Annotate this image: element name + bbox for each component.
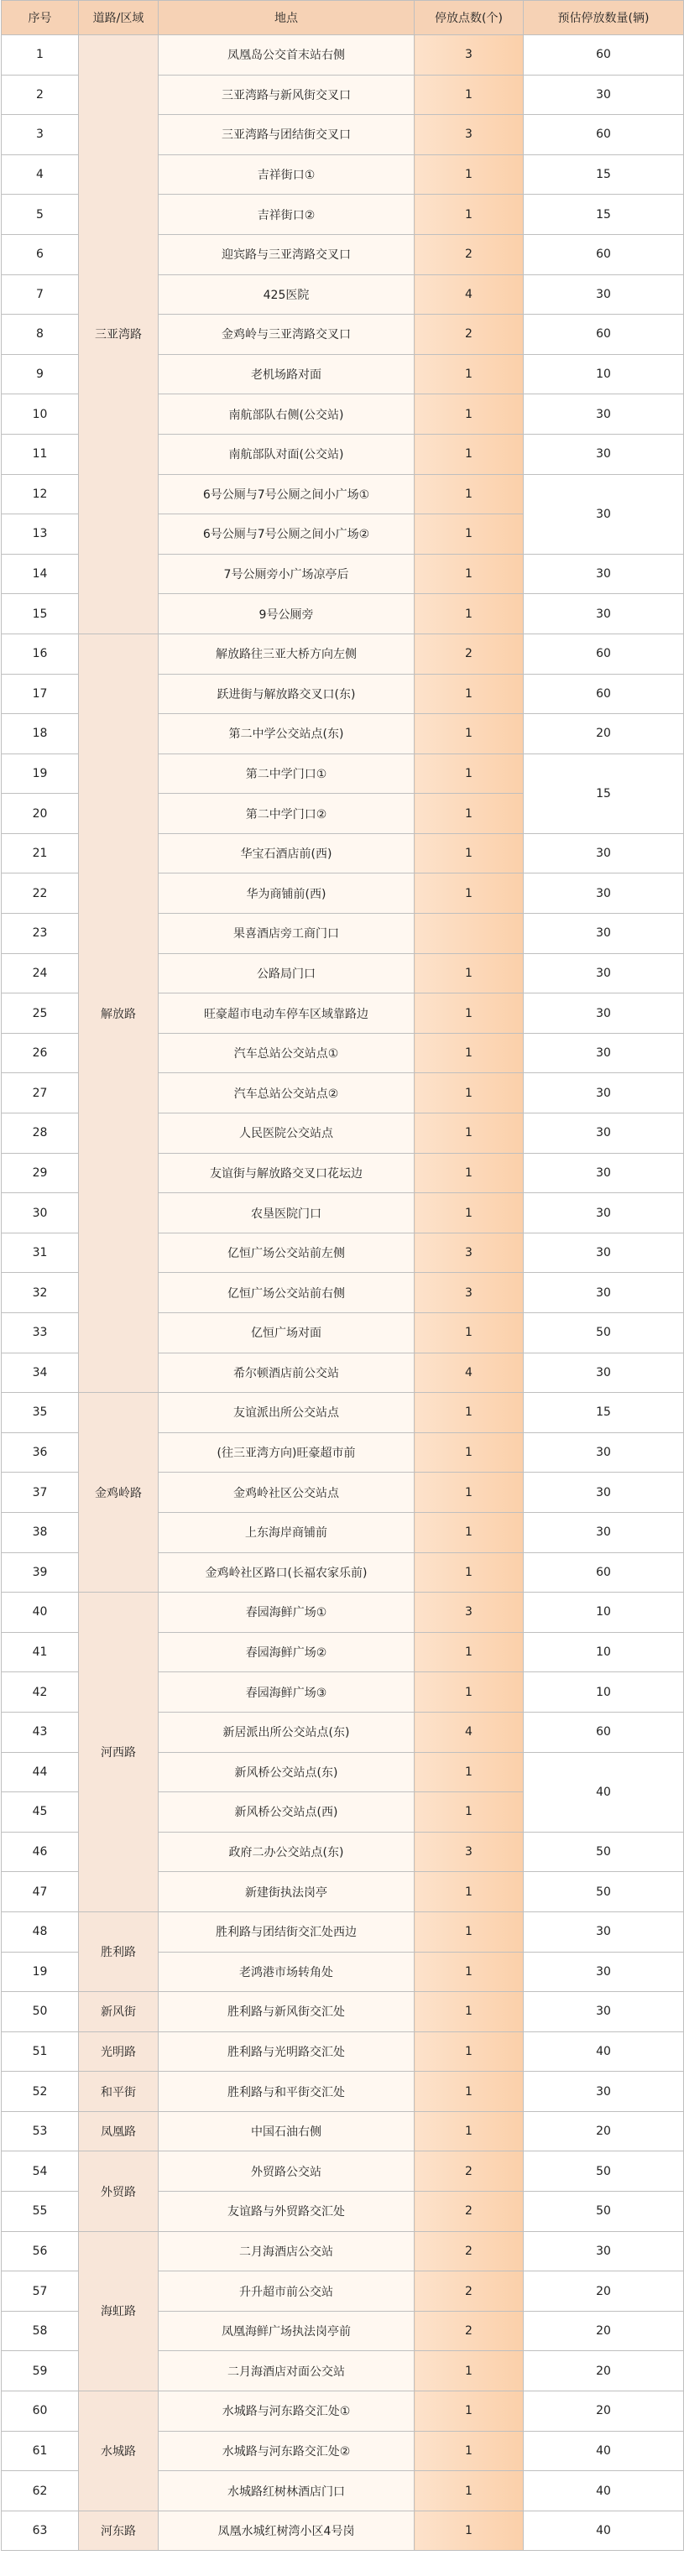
row-index: 51 [2, 2031, 79, 2072]
location-cell: 新居派出所公交站点(东) [159, 1712, 415, 1752]
location-cell: 9号公厕旁 [159, 594, 415, 634]
location-cell: 425医院 [159, 274, 415, 315]
table-row [2, 35, 684, 76]
capacity-cell: 50 [524, 1872, 684, 1912]
count-cell: 1 [415, 354, 524, 394]
location-cell: 春园海鲜广场③ [159, 1672, 415, 1713]
capacity-cell: 30 [524, 1473, 684, 1513]
count-cell: 1 [415, 1672, 524, 1713]
location-cell: 二月海酒店对面公交站 [159, 2351, 415, 2391]
location-cell: 第二中学公交站点(东) [159, 714, 415, 754]
capacity-cell: 20 [524, 2271, 684, 2312]
capacity-cell: 20 [524, 2111, 684, 2151]
header-row [2, 1, 684, 35]
row-index: 57 [2, 2271, 79, 2312]
header-road: 道路/区域 [79, 1, 159, 35]
row-index: 16 [2, 634, 79, 674]
row-index: 9 [2, 354, 79, 394]
row-index: 2 [2, 75, 79, 115]
location-cell: 南航部队对面(公交站) [159, 434, 415, 474]
count-cell: 4 [415, 274, 524, 315]
capacity-cell: 30 [524, 1512, 684, 1552]
count-cell: 1 [415, 1992, 524, 2032]
count-cell: 1 [415, 833, 524, 873]
location-cell: 果喜酒店旁工商门口 [159, 914, 415, 954]
road-cell: 金鸡岭路 [79, 1393, 159, 1593]
capacity-cell: 60 [524, 1712, 684, 1752]
table-row [2, 1911, 684, 1952]
count-cell: 1 [415, 514, 524, 555]
capacity-cell: 40 [524, 1752, 684, 1832]
count-cell: 1 [415, 2111, 524, 2151]
row-index: 45 [2, 1792, 79, 1833]
capacity-cell: 20 [524, 2351, 684, 2391]
location-cell: 新建街执法岗亭 [159, 1872, 415, 1912]
count-cell: 1 [415, 1752, 524, 1792]
location-cell: 政府二办公交站点(东) [159, 1832, 415, 1872]
location-cell: 三亚湾路与新风街交叉口 [159, 75, 415, 115]
row-index: 23 [2, 914, 79, 954]
count-cell: 2 [415, 315, 524, 355]
table-row [2, 2072, 684, 2112]
location-cell: 凤凰岛公交首末站右侧 [159, 35, 415, 76]
capacity-cell: 30 [524, 1113, 684, 1154]
row-index: 48 [2, 1911, 79, 1952]
location-cell: 汽车总站公交站点① [159, 1033, 415, 1073]
count-cell: 1 [415, 1113, 524, 1154]
count-cell: 4 [415, 1712, 524, 1752]
road-cell: 解放路 [79, 634, 159, 1392]
capacity-cell: 30 [524, 394, 684, 435]
capacity-cell: 30 [524, 993, 684, 1034]
row-index: 47 [2, 1872, 79, 1912]
row-index: 11 [2, 434, 79, 474]
row-index: 36 [2, 1432, 79, 1473]
capacity-cell: 30 [524, 1193, 684, 1233]
count-cell: 3 [415, 1832, 524, 1872]
count-cell: 1 [415, 474, 524, 514]
capacity-cell: 30 [524, 554, 684, 594]
location-cell: 友谊路与外贸路交汇处 [159, 2192, 415, 2232]
count-cell: 1 [415, 754, 524, 794]
row-index: 21 [2, 833, 79, 873]
table-row [2, 1992, 684, 2032]
row-index: 6 [2, 234, 79, 274]
count-cell: 1 [415, 1193, 524, 1233]
capacity-cell: 30 [524, 594, 684, 634]
capacity-cell: 60 [524, 234, 684, 274]
road-cell: 光明路 [79, 2031, 159, 2072]
road-cell: 和平街 [79, 2072, 159, 2112]
road-cell: 三亚湾路 [79, 35, 159, 634]
row-index: 15 [2, 594, 79, 634]
location-cell: 解放路往三亚大桥方向左侧 [159, 634, 415, 674]
count-cell: 1 [415, 1393, 524, 1433]
row-index: 20 [2, 794, 79, 834]
table-row [2, 2111, 684, 2151]
location-cell: 水城路与河东路交汇处① [159, 2391, 415, 2432]
location-cell: 7号公厕旁小广场凉亭后 [159, 554, 415, 594]
count-cell: 1 [415, 2031, 524, 2072]
row-index: 17 [2, 674, 79, 714]
capacity-cell: 30 [524, 1273, 684, 1313]
row-index: 58 [2, 2311, 79, 2351]
location-cell: 南航部队右侧(公交站) [159, 394, 415, 435]
count-cell: 1 [415, 993, 524, 1034]
count-cell: 1 [415, 1313, 524, 1353]
capacity-cell: 30 [524, 2072, 684, 2112]
count-cell: 1 [415, 394, 524, 435]
row-index: 5 [2, 195, 79, 235]
row-index: 19 [2, 754, 79, 794]
row-index: 31 [2, 1233, 79, 1273]
capacity-cell: 30 [524, 1992, 684, 2032]
row-index: 26 [2, 1033, 79, 1073]
capacity-cell: 60 [524, 35, 684, 76]
count-cell: 1 [415, 2471, 524, 2511]
row-index: 28 [2, 1113, 79, 1154]
location-cell: 水城路与河东路交汇处② [159, 2431, 415, 2471]
row-index: 44 [2, 1752, 79, 1792]
table-row [2, 2391, 684, 2432]
location-cell: 胜利路与和平街交汇处 [159, 2072, 415, 2112]
capacity-cell: 40 [524, 2471, 684, 2511]
row-index: 50 [2, 1992, 79, 2032]
row-index: 46 [2, 1832, 79, 1872]
location-cell: 吉祥街口① [159, 154, 415, 195]
capacity-cell: 10 [524, 354, 684, 394]
row-index: 38 [2, 1512, 79, 1552]
location-cell: 吉祥街口② [159, 195, 415, 235]
capacity-cell: 30 [524, 1952, 684, 1992]
capacity-cell: 30 [524, 1033, 684, 1073]
row-index: 54 [2, 2151, 79, 2192]
capacity-cell: 30 [524, 1911, 684, 1952]
row-index: 61 [2, 2431, 79, 2471]
location-cell: 跃进街与解放路交叉口(东) [159, 674, 415, 714]
location-cell: 公路局门口 [159, 953, 415, 993]
row-index: 30 [2, 1193, 79, 1233]
capacity-cell: 30 [524, 833, 684, 873]
row-index: 3 [2, 115, 79, 155]
row-index: 7 [2, 274, 79, 315]
count-cell: 1 [415, 154, 524, 195]
count-cell: 1 [415, 1073, 524, 1113]
location-cell: 胜利路与光明路交汇处 [159, 2031, 415, 2072]
row-index: 40 [2, 1593, 79, 1633]
location-cell: 新风桥公交站点(东) [159, 1752, 415, 1792]
count-cell: 1 [415, 2072, 524, 2112]
row-index: 60 [2, 2391, 79, 2432]
count-cell: 1 [415, 2351, 524, 2391]
row-index: 43 [2, 1712, 79, 1752]
row-index: 34 [2, 1353, 79, 1393]
road-cell: 外贸路 [79, 2151, 159, 2231]
capacity-cell: 30 [524, 1073, 684, 1113]
location-cell: 亿恒广场公交站前右侧 [159, 1273, 415, 1313]
row-index: 14 [2, 554, 79, 594]
capacity-cell: 30 [524, 1432, 684, 1473]
location-cell: 亿恒广场对面 [159, 1313, 415, 1353]
road-cell: 河东路 [79, 2511, 159, 2551]
count-cell: 2 [415, 234, 524, 274]
location-cell: 新风桥公交站点(西) [159, 1792, 415, 1833]
row-index: 1 [2, 35, 79, 76]
row-index: 33 [2, 1313, 79, 1353]
row-index: 53 [2, 2111, 79, 2151]
header-index: 序号 [2, 1, 79, 35]
header-capacity: 预估停放数量(辆) [524, 1, 684, 35]
location-cell: 第二中学门口① [159, 754, 415, 794]
row-index: 13 [2, 514, 79, 555]
road-cell: 胜利路 [79, 1911, 159, 1991]
count-cell: 1 [415, 594, 524, 634]
capacity-cell: 40 [524, 2031, 684, 2072]
location-cell: 二月海酒店公交站 [159, 2231, 415, 2271]
road-cell: 河西路 [79, 1593, 159, 1912]
capacity-cell: 30 [524, 75, 684, 115]
table-row [2, 2151, 684, 2192]
count-cell: 2 [415, 634, 524, 674]
location-cell: 凤凰海鲜广场执法岗亭前 [159, 2311, 415, 2351]
count-cell: 1 [415, 1473, 524, 1513]
location-cell: 华为商铺前(西) [159, 873, 415, 914]
table-row [2, 1393, 684, 1433]
count-cell: 1 [415, 1033, 524, 1073]
count-cell: 1 [415, 1632, 524, 1672]
count-cell: 2 [415, 2151, 524, 2192]
capacity-cell: 30 [524, 953, 684, 993]
capacity-cell: 30 [524, 873, 684, 914]
count-cell: 1 [415, 1872, 524, 1912]
count-cell: 3 [415, 1233, 524, 1273]
count-cell: 1 [415, 434, 524, 474]
road-cell: 海虹路 [79, 2231, 159, 2391]
count-cell: 1 [415, 1153, 524, 1193]
table-row [2, 2031, 684, 2072]
row-index: 42 [2, 1672, 79, 1713]
count-cell: 3 [415, 1593, 524, 1633]
row-index: 41 [2, 1632, 79, 1672]
capacity-cell: 50 [524, 2151, 684, 2192]
header-count: 停放点数(个) [415, 1, 524, 35]
row-index: 19 [2, 1952, 79, 1992]
count-cell: 1 [415, 195, 524, 235]
row-index: 32 [2, 1273, 79, 1313]
row-index: 12 [2, 474, 79, 514]
row-index: 63 [2, 2511, 79, 2551]
count-cell: 3 [415, 1273, 524, 1313]
table-row [2, 634, 684, 674]
table-body [2, 35, 684, 2551]
row-index: 56 [2, 2231, 79, 2271]
count-cell: 1 [415, 873, 524, 914]
capacity-cell: 20 [524, 2311, 684, 2351]
count-cell: 2 [415, 2311, 524, 2351]
table-row [2, 2511, 684, 2551]
count-cell: 1 [415, 1512, 524, 1552]
location-cell: 希尔顿酒店前公交站 [159, 1353, 415, 1393]
count-cell: 3 [415, 35, 524, 76]
location-cell: 人民医院公交站点 [159, 1113, 415, 1154]
road-cell: 新风街 [79, 1992, 159, 2032]
location-cell: 友谊派出所公交站点 [159, 1393, 415, 1433]
row-index: 4 [2, 154, 79, 195]
capacity-cell: 60 [524, 674, 684, 714]
location-cell: 6号公厕与7号公厕之间小广场② [159, 514, 415, 555]
capacity-cell: 30 [524, 1233, 684, 1273]
location-cell: 外贸路公交站 [159, 2151, 415, 2192]
location-cell: 春园海鲜广场① [159, 1593, 415, 1633]
location-cell: 友谊街与解放路交叉口花坛边 [159, 1153, 415, 1193]
row-index: 22 [2, 873, 79, 914]
location-cell: 老机场路对面 [159, 354, 415, 394]
count-cell: 1 [415, 1432, 524, 1473]
capacity-cell: 60 [524, 1552, 684, 1593]
row-index: 25 [2, 993, 79, 1034]
count-cell: 2 [415, 2231, 524, 2271]
row-index: 10 [2, 394, 79, 435]
location-cell: 第二中学门口② [159, 794, 415, 834]
capacity-cell: 15 [524, 754, 684, 833]
capacity-cell: 40 [524, 2511, 684, 2551]
road-cell: 水城路 [79, 2391, 159, 2511]
location-cell: 三亚湾路与团结街交叉口 [159, 115, 415, 155]
location-cell: 迎宾路与三亚湾路交叉口 [159, 234, 415, 274]
capacity-cell: 60 [524, 315, 684, 355]
capacity-cell: 50 [524, 1313, 684, 1353]
capacity-cell: 15 [524, 195, 684, 235]
capacity-cell: 60 [524, 115, 684, 155]
capacity-cell: 60 [524, 634, 684, 674]
count-cell: 2 [415, 2271, 524, 2312]
row-index: 8 [2, 315, 79, 355]
location-cell: 华宝石酒店前(西) [159, 833, 415, 873]
count-cell: 1 [415, 2431, 524, 2471]
capacity-cell: 15 [524, 1393, 684, 1433]
row-index: 55 [2, 2192, 79, 2232]
count-cell [415, 914, 524, 954]
capacity-cell: 50 [524, 1832, 684, 1872]
location-cell: 亿恒广场公交站前左侧 [159, 1233, 415, 1273]
row-index: 24 [2, 953, 79, 993]
location-cell: 汽车总站公交站点② [159, 1073, 415, 1113]
row-index: 29 [2, 1153, 79, 1193]
row-index: 52 [2, 2072, 79, 2112]
capacity-cell: 40 [524, 2431, 684, 2471]
location-cell: 中国石油右侧 [159, 2111, 415, 2151]
count-cell: 1 [415, 794, 524, 834]
count-cell: 1 [415, 2511, 524, 2551]
capacity-cell: 10 [524, 1632, 684, 1672]
row-index: 18 [2, 714, 79, 754]
count-cell: 1 [415, 714, 524, 754]
capacity-cell: 20 [524, 714, 684, 754]
count-cell: 4 [415, 1353, 524, 1393]
header-location: 地点 [159, 1, 415, 35]
location-cell: 胜利路与团结街交汇处西边 [159, 1911, 415, 1952]
count-cell: 1 [415, 75, 524, 115]
count-cell: 3 [415, 115, 524, 155]
table-row [2, 2231, 684, 2271]
location-cell: 春园海鲜广场② [159, 1632, 415, 1672]
location-cell: 金鸡岭与三亚湾路交叉口 [159, 315, 415, 355]
row-index: 35 [2, 1393, 79, 1433]
location-cell: 升升超市前公交站 [159, 2271, 415, 2312]
location-cell: 农垦医院门口 [159, 1193, 415, 1233]
parking-points-table [1, 0, 684, 2551]
capacity-cell: 30 [524, 274, 684, 315]
row-index: 27 [2, 1073, 79, 1113]
capacity-cell: 10 [524, 1672, 684, 1713]
location-cell: 水城路红树林酒店门口 [159, 2471, 415, 2511]
row-index: 59 [2, 2351, 79, 2391]
capacity-cell: 30 [524, 1153, 684, 1193]
row-index: 37 [2, 1473, 79, 1513]
count-cell: 1 [415, 1952, 524, 1992]
location-cell: 金鸡岭社区公交站点 [159, 1473, 415, 1513]
capacity-cell: 20 [524, 2391, 684, 2432]
capacity-cell: 50 [524, 2192, 684, 2232]
capacity-cell: 10 [524, 1593, 684, 1633]
count-cell: 1 [415, 2391, 524, 2432]
capacity-cell: 15 [524, 154, 684, 195]
capacity-cell: 30 [524, 914, 684, 954]
location-cell: 老鸿港市场转角处 [159, 1952, 415, 1992]
count-cell: 1 [415, 1911, 524, 1952]
capacity-cell: 30 [524, 2231, 684, 2271]
count-cell: 1 [415, 1552, 524, 1593]
capacity-cell: 30 [524, 434, 684, 474]
count-cell: 1 [415, 674, 524, 714]
count-cell: 1 [415, 1792, 524, 1833]
row-index: 39 [2, 1552, 79, 1593]
road-cell: 凤凰路 [79, 2111, 159, 2151]
capacity-cell: 30 [524, 474, 684, 554]
row-index: 62 [2, 2471, 79, 2511]
location-cell: 6号公厕与7号公厕之间小广场① [159, 474, 415, 514]
count-cell: 2 [415, 2192, 524, 2232]
location-cell: 凤凰水城红树湾小区4号岗 [159, 2511, 415, 2551]
count-cell: 1 [415, 554, 524, 594]
location-cell: (往三亚湾方向)旺豪超市前 [159, 1432, 415, 1473]
location-cell: 旺豪超市电动车停车区域靠路边 [159, 993, 415, 1034]
location-cell: 上东海岸商铺前 [159, 1512, 415, 1552]
count-cell: 1 [415, 953, 524, 993]
location-cell: 胜利路与新风街交汇处 [159, 1992, 415, 2032]
location-cell: 金鸡岭社区路口(长福农家乐前) [159, 1552, 415, 1593]
capacity-cell: 30 [524, 1353, 684, 1393]
table-row [2, 1593, 684, 1633]
